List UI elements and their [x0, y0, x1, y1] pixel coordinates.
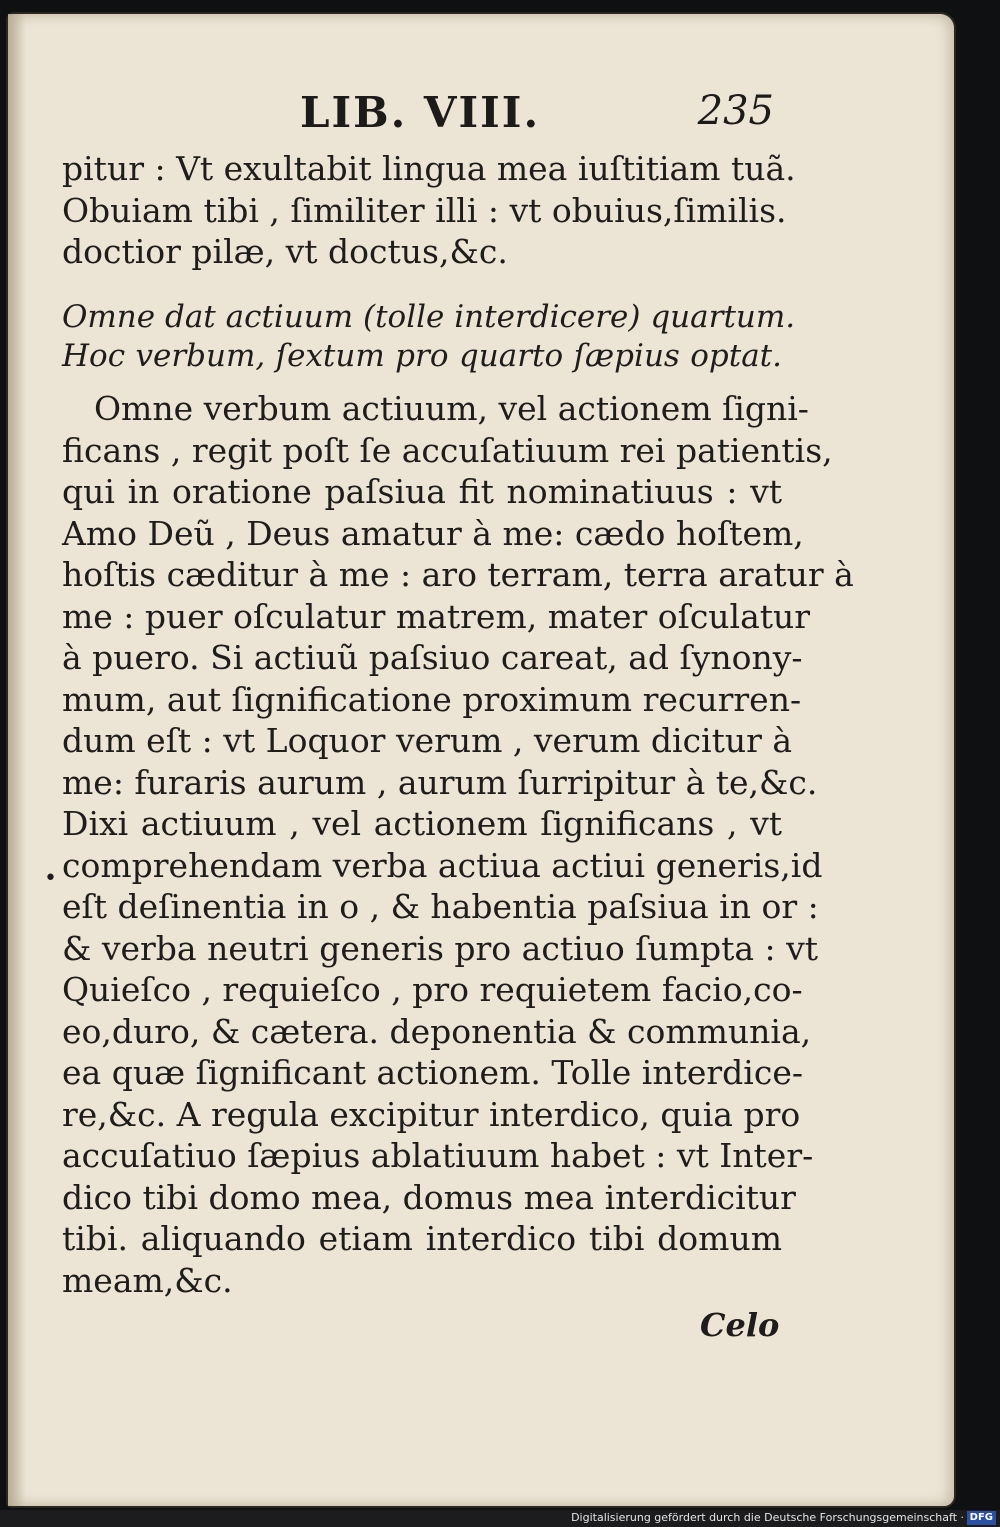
- dfg-logo: DFG: [967, 1511, 996, 1525]
- page-header: [300, 88, 780, 138]
- margin-mark: •: [44, 866, 57, 891]
- verse-line: Omne dat actiuum (tolle interdicere) quartum.: [62, 299, 796, 335]
- page-gutter-shadow: [8, 14, 26, 1506]
- text-line: Quieſco , requieſco , pro requietem facio,co-: [62, 970, 803, 1009]
- text-line: Amo Deũ , Deus amatur à me: cædo hoſtem,: [62, 513, 804, 553]
- verse-rule: [62, 298, 796, 376]
- page-number: 235: [697, 88, 774, 134]
- text-line: re,&c. A regula excipitur interdico, quia pro: [62, 1094, 801, 1134]
- paragraph-1: [62, 148, 796, 273]
- text-line: eo,duro, & cætera. deponentia & communia,: [62, 1011, 812, 1051]
- text-line: accuſatiuo ſæpius ablatiuum habet : vt Inter-: [62, 1136, 814, 1175]
- text-line: hoſtis cæditur à me : aro terram, terra aratur à: [62, 555, 854, 594]
- text-line: Obuiam tibi , ſimiliter illi : vt obuius,ſimilis.: [62, 190, 787, 230]
- digitization-credit: Digitalisierung gefördert durch die Deutsche Forschungsgemeinschaft ·: [571, 1511, 964, 1524]
- catchword: Celo: [700, 1306, 780, 1344]
- text-line: meam,&c.: [62, 1260, 233, 1300]
- text-line: ea quæ ſignificant actionem. Tolle interdice-: [62, 1053, 804, 1092]
- text-line: me : puer oſculatur matrem, mater oſculatur: [62, 596, 811, 636]
- text-line: me: furaris aurum , aurum ſurripitur à te,&c.: [62, 762, 818, 802]
- verse-line: Hoc verbum, ſextum pro quarto ſæpius optat.: [62, 338, 782, 374]
- text-line: doctior pilæ, vt doctus,&c.: [62, 232, 508, 271]
- paragraph-2: [62, 388, 854, 1301]
- text-line: tibi. aliquando etiam interdico tibi domum: [62, 1219, 782, 1258]
- text-line: comprehendam verba actiua actiui generis,id: [62, 845, 823, 885]
- text-line: & verba neutri generis pro actiuo ſumpta : vt: [62, 928, 819, 968]
- running-head: LIB. VIII.: [300, 88, 541, 137]
- text-line: dum eſt : vt Loquor verum , verum dicitur à: [62, 721, 793, 760]
- text-line: qui in oratione paſsiua fit nominatiuus : vt: [62, 472, 782, 511]
- text-line: Dixi actiuum , vel actionem ſignificans , vt: [62, 804, 782, 843]
- text-line: mum, aut ſignificatione proximum recurren-: [62, 679, 802, 719]
- text-line: ficans , regit poſt ſe accuſatiuum rei patientis,: [62, 430, 833, 470]
- text-line: à puero. Si actiuũ paſsiuo careat, ad ſynony-: [62, 638, 803, 677]
- text-line: dico tibi domo mea, domus mea interdicitur: [62, 1177, 796, 1217]
- text-line: Omne verbum actiuum, vel actionem ſigni-: [94, 389, 809, 428]
- text-line: eſt deſinentia in o , & habentia paſsiua in or :: [62, 887, 819, 926]
- text-line: pitur : Vt exultabit lingua mea iuſtitiam tuã.: [62, 149, 796, 188]
